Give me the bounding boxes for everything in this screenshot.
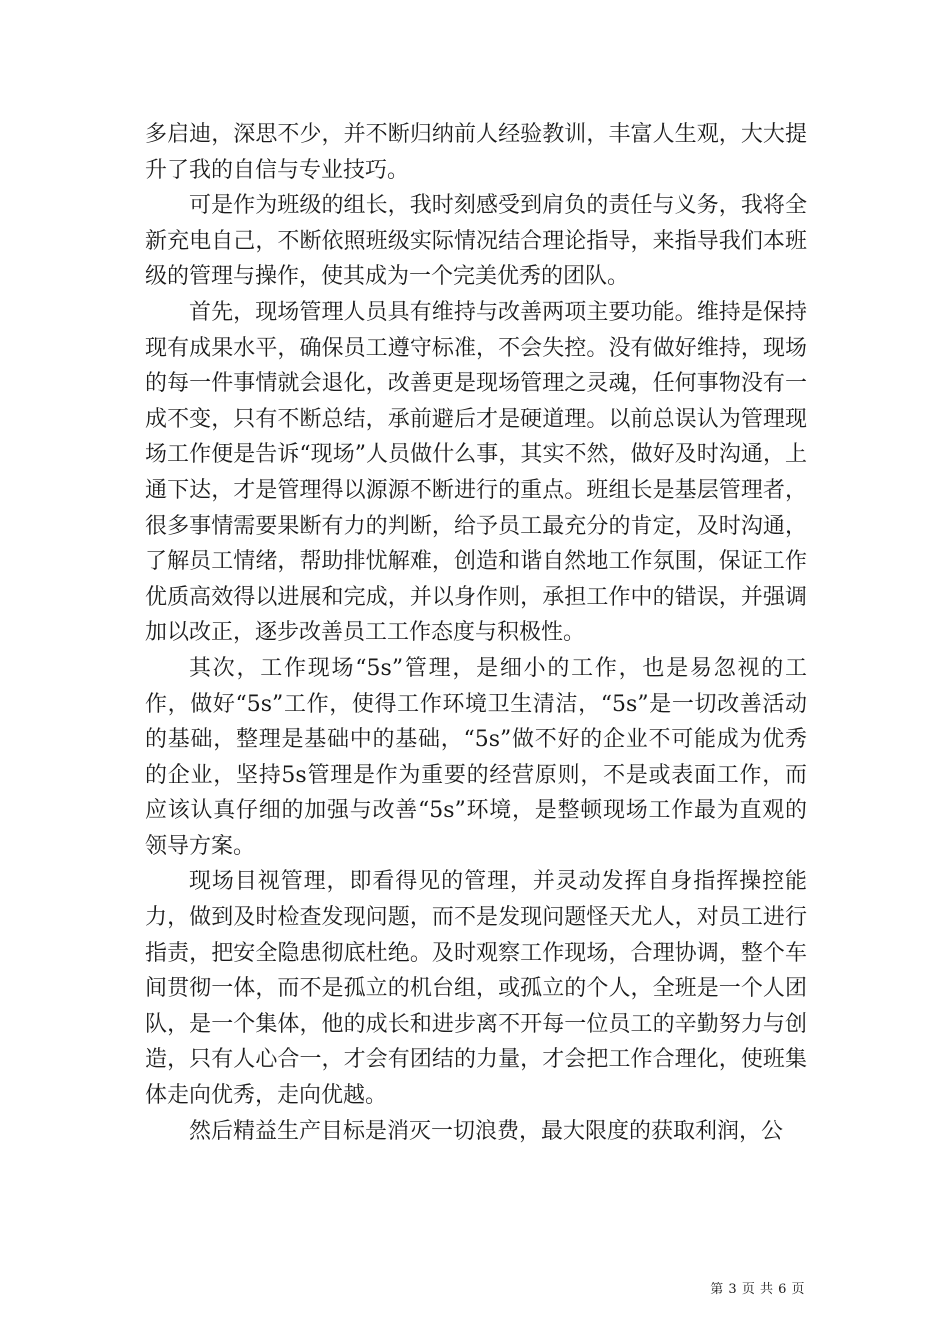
paragraph-5: 现场目视管理，即看得见的管理，并灵动发挥自身指挥操控能力，做到及时检查发现问题，而不是发现问题怪天尤人，对员工进行指责，把安全隐患彻底杜绝。及时观察工作现场，合理协调，整个车间贯彻一体，而不是孤立的机台组，或孤立的个人，全班是一个人团队，是一个集体，他的成长和进步离不开每一位员工的辛勤努力与创造，只有人心合一，才会有团结的力量，才会把工作合理化，使班集体走向优秀，走向优越。 [145,869,807,1109]
paragraph-3: 首先，现场管理人员具有维持与改善两项主要功能。维持是保持现有成果水平，确保员工遵守标准，不会失控。没有做好维持，现场的每一件事情就会退化，改善更是现场管理之灵魂，任何事物没有一成不变，只有不断总结，承前避后才是硬道理。以前总误认为管理现场工作便是告诉“现场”人员做什么事，其实不然，做好及时沟通，上通下达，才是管理得以源源不断进行的重点。班组长是基层管理者，很多事情需要果断有力的判断，给予员工最充分的肯定，及时沟通，了解员工情绪，帮助排忧解难，创造和谐自然地工作氛围，保证工作优质高效得以进展和完成，并以身作则，承担工作中的错误，并强调加以改正，逐步改善员工工作态度与积极性。 [145,299,807,646]
paragraph-2: 可是作为班级的组长，我时刻感受到肩负的责任与义务，我将全新充电自己，不断依照班级实际情况结合理论指导，来指导我们本班级的管理与操作，使其成为一个完美优秀的团队。 [145,193,807,290]
page-number: 第 3 页 共 6 页 [710,1282,805,1297]
document-body [145,117,807,1149]
paragraph-1: 多启迪，深思不少，并不断归纳前人经验教训，丰富人生观，大大提升了我的自信与专业技巧。 [145,122,807,183]
paragraph-4: 其次，工作现场“5s”管理，是细小的工作，也是易忽视的工作，做好“5s”工作，使得工作环境卫生清洁，“5s”是一切改善活动的基础，整理是基础中的基础，“5s”做不好的企业不可能成为优秀的企业，坚持5s管理是作为重要的经营原则，不是或表面工作，而应该认真仔细的加强与改善“5s”环境，是整顿现场工作最为直观的领导方案。 [145,655,807,859]
paragraph-6: 然后精益生产目标是消灭一切浪费，最大限度的获取利润，公 [189,1118,784,1144]
